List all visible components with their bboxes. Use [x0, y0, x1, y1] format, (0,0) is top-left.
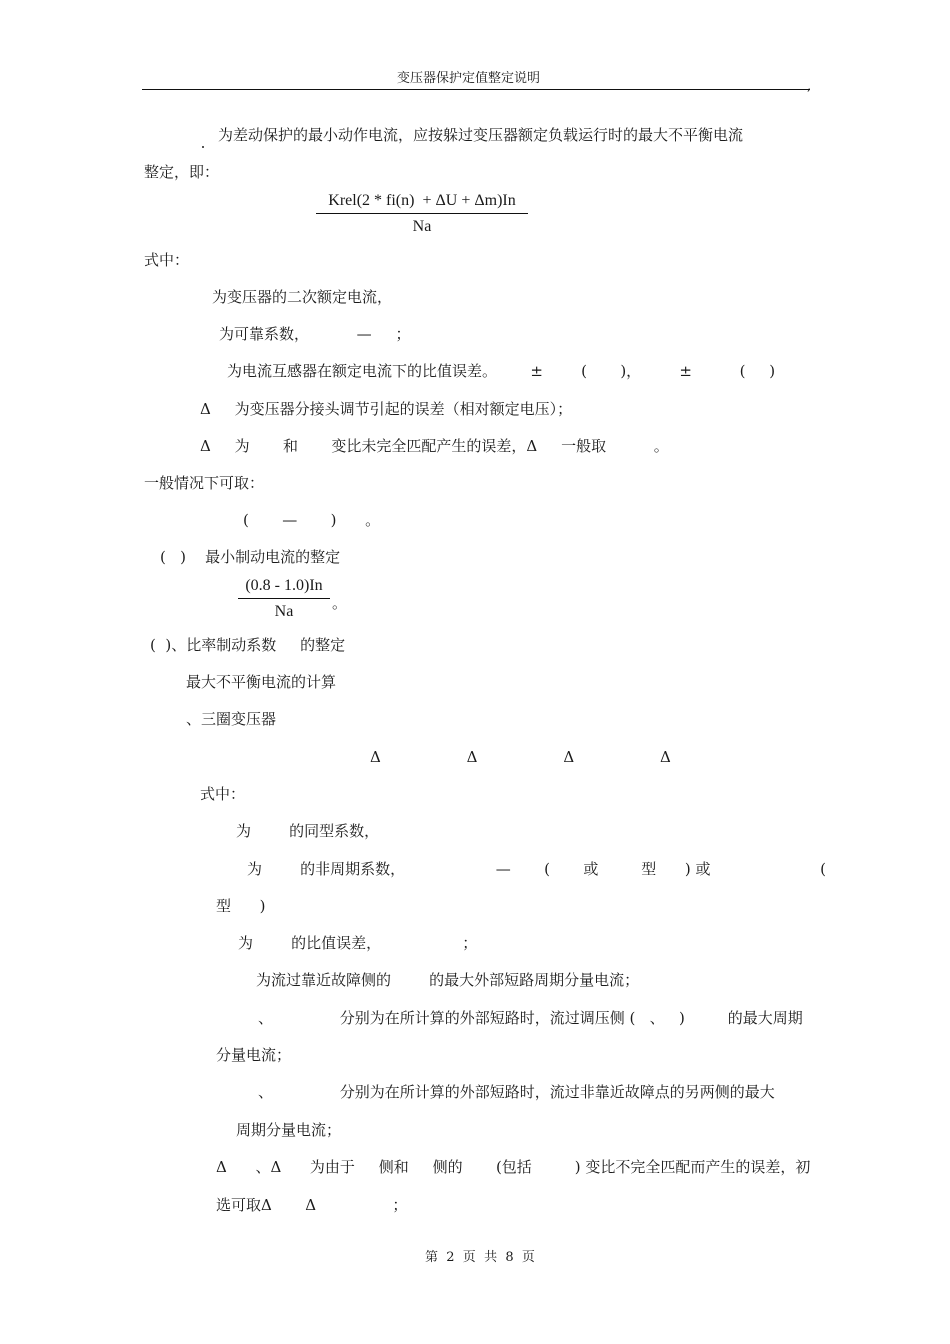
text-line: 一般情况下可取： — [144, 474, 265, 492]
text-line: 整定，即： — [144, 163, 220, 181]
text-line: 为变压器的二次额定电流， — [212, 288, 393, 306]
text-line: 式中： — [200, 785, 246, 803]
text-line: ( — ) 。 — [243, 511, 381, 529]
text-line: ( )、比率制动系数 的整定 — [150, 636, 346, 654]
header-rule — [142, 89, 810, 90]
text-line: 、 分别为在所计算的外部短路时，流过非靠近故障点的另两侧的最大 — [258, 1083, 775, 1101]
text-line: 分量电流； — [216, 1046, 292, 1064]
page-header-mark: , — [807, 79, 812, 94]
formula-min-operating-current — [316, 192, 528, 236]
stray-dot — [202, 146, 204, 148]
text-line: 、三圈变压器 — [186, 710, 277, 728]
formula-denominator: Na — [274, 603, 294, 620]
text-line: 为流过靠近故障侧的 的最大外部短路周期分量电流； — [256, 971, 640, 989]
text-line: 周期分量电流； — [236, 1121, 342, 1139]
page-header-title: 变压器保护定值整定说明 — [397, 71, 541, 86]
formula-numerator: (0.8 - 1.0)In — [238, 577, 330, 599]
text-line: 为 的非周期系数， — ( 或 型 ) 或 ( — [247, 860, 827, 878]
text-line: Δ 为变压器分接头调节引起的误差（相对额定电压）； — [200, 400, 573, 418]
text-line: 型 ) — [216, 897, 266, 915]
text-line: 为 的同型系数， — [236, 822, 380, 840]
text-line: 选可取Δ Δ ； — [216, 1196, 408, 1214]
text-line: 为可靠系数， — ； — [219, 325, 411, 343]
text-line: 、 分别为在所计算的外部短路时，流过调压侧 ( 、 ) 的最大周期 — [258, 1009, 803, 1027]
formula-min-restraint-current — [238, 577, 330, 621]
text-line: 为电流互感器在额定电流下的比值误差。 ± ( )， ± ( ) — [227, 362, 776, 380]
formula-denominator: Na — [412, 218, 432, 235]
text-line: 式中： — [144, 251, 190, 269]
text-line: Δ 、Δ 为由于 侧和 侧的 (包括 ) 变比不完全匹配而产生的误差，初 — [216, 1158, 811, 1176]
text-line: 为差动保护的最小动作电流，应按躲过变压器额定负载运行时的最大不平衡电流 — [218, 126, 744, 144]
text-line: ( ) 最小制动电流的整定 — [160, 548, 341, 566]
text-line: Δ 为 和 变比未完全匹配产生的误差，Δ 一般取 。 — [200, 437, 669, 455]
formula-numerator: Krel(2 * fi(n) + ΔU + Δm)In — [316, 192, 528, 214]
formula-tail: 。 — [332, 594, 348, 612]
page-footer: 第 2 页 共 8 页 — [425, 1250, 535, 1265]
text-line: 最大不平衡电流的计算 — [186, 673, 337, 691]
formula-delta-line: Δ Δ Δ Δ — [370, 748, 671, 766]
text-line: 为 的比值误差， ； — [238, 934, 478, 952]
